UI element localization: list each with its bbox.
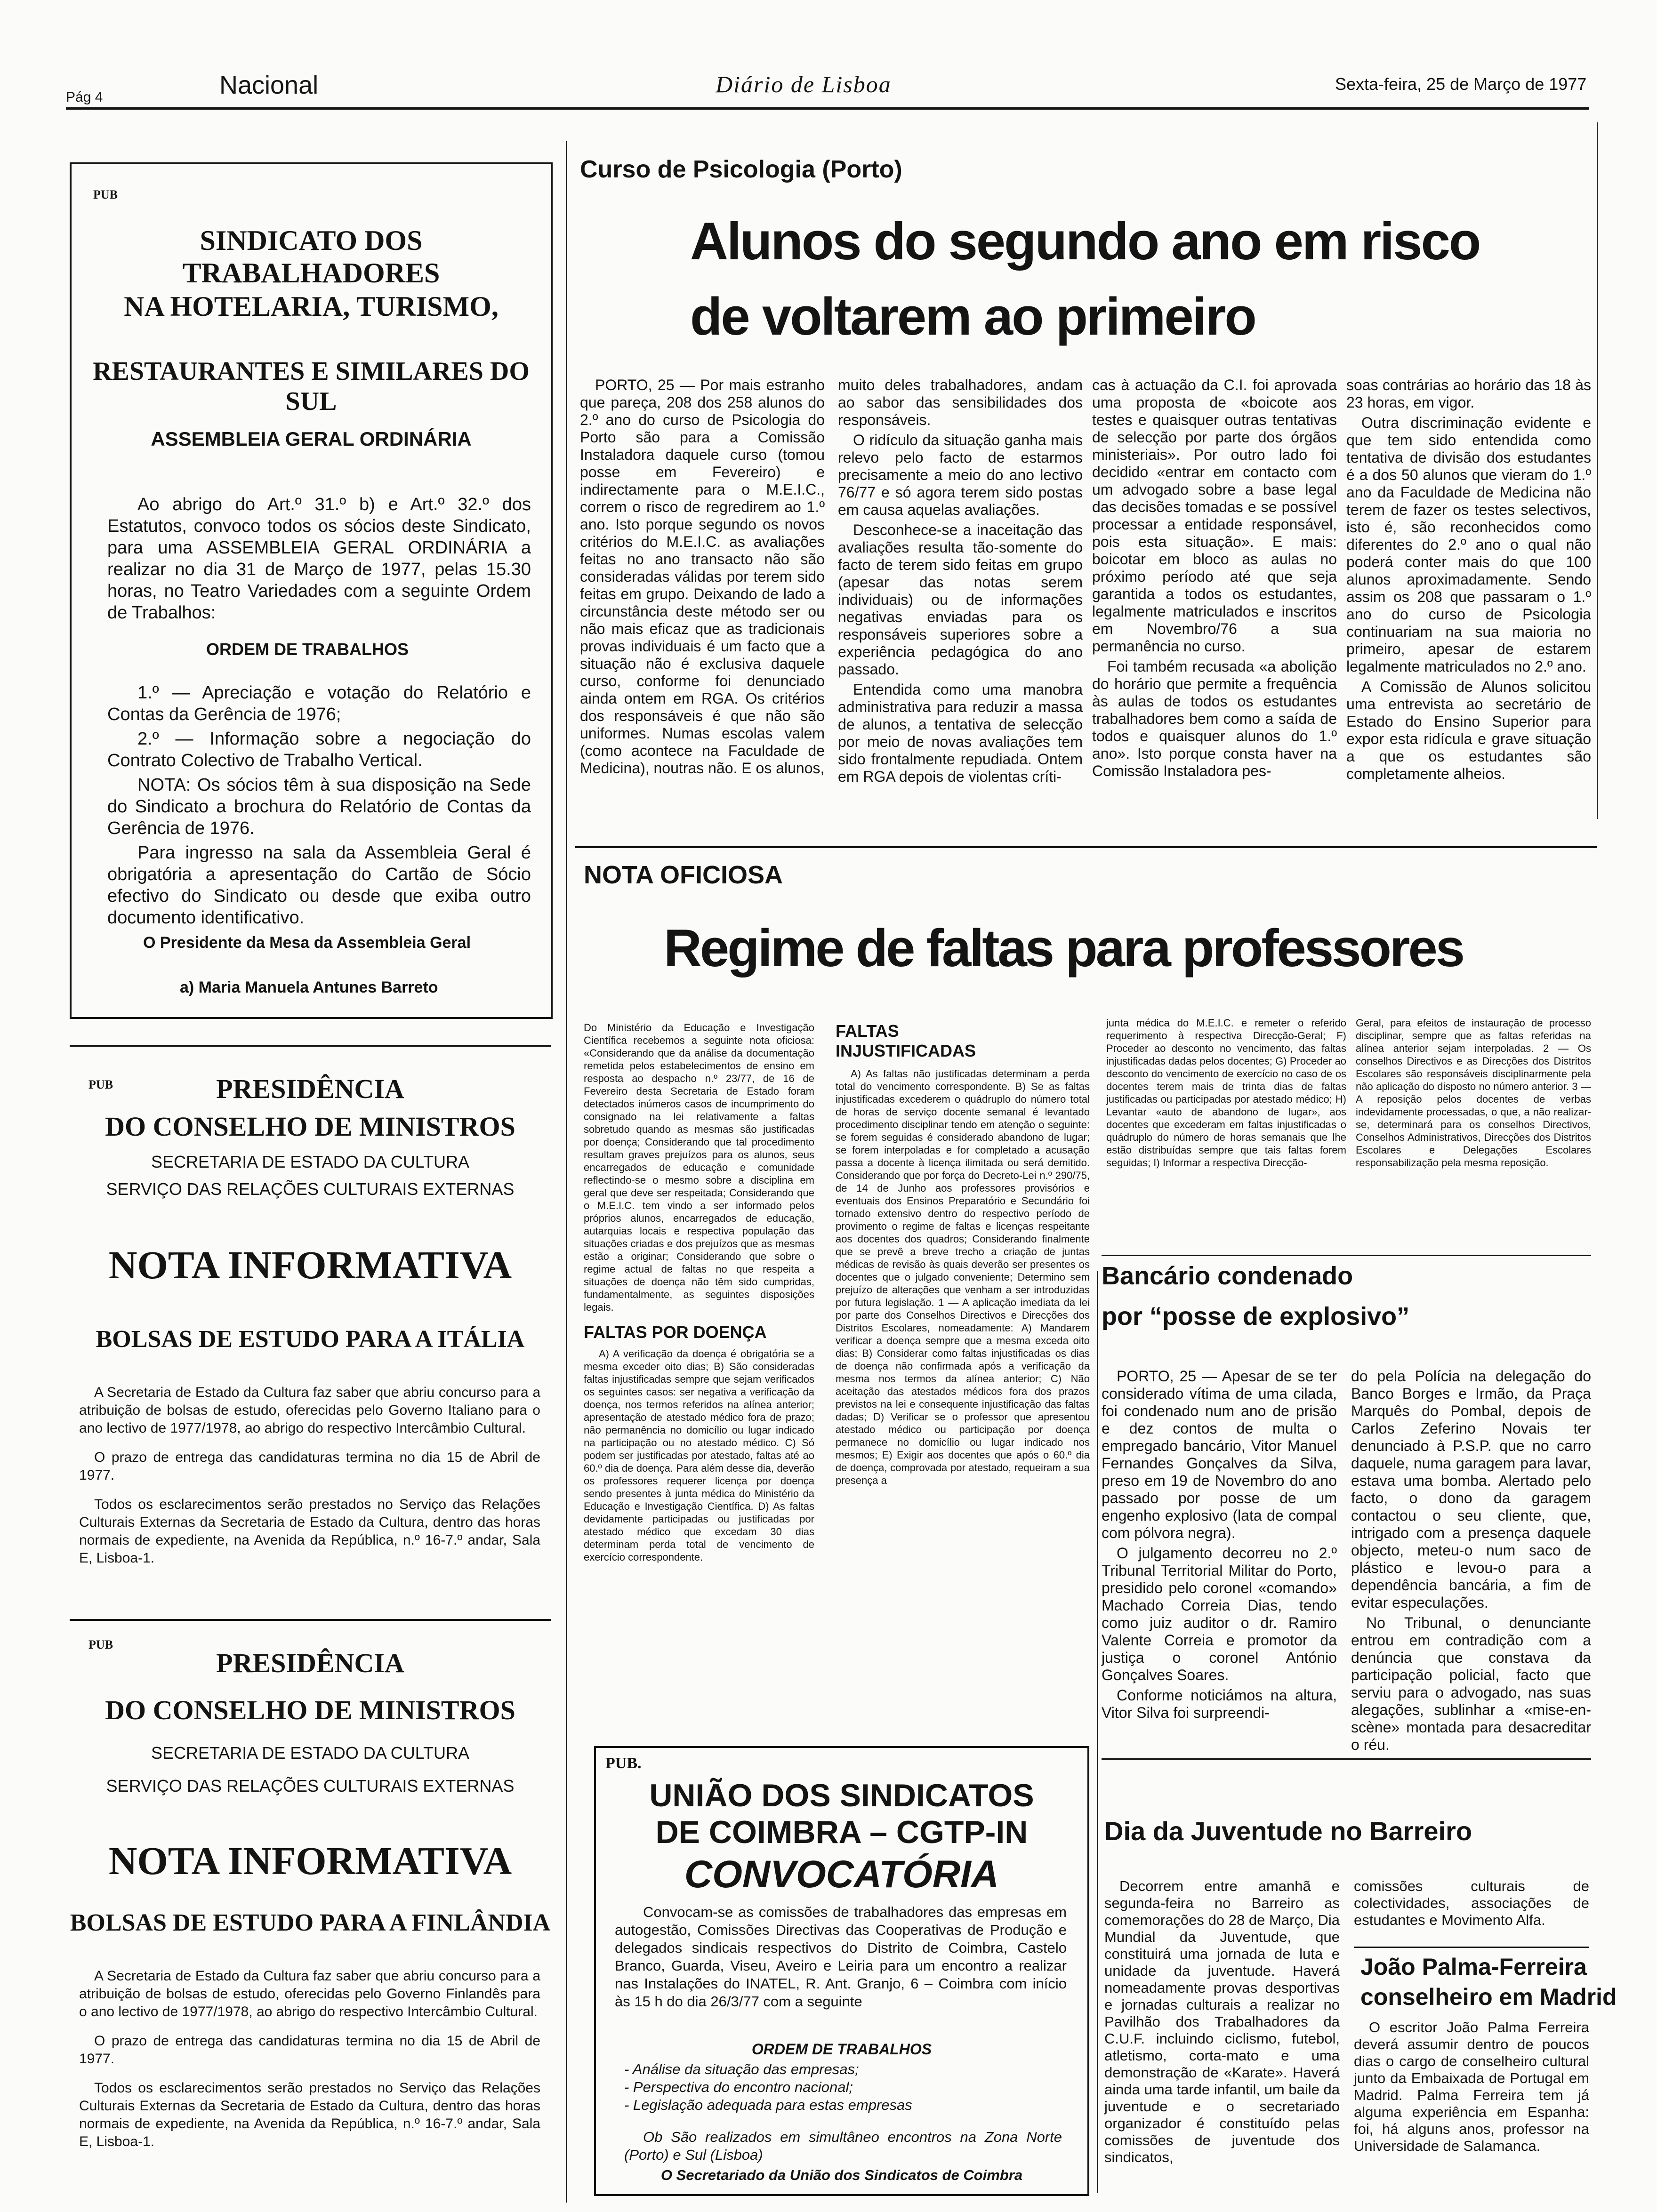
nota-informativa: NOTA INFORMATIVA (108, 1243, 512, 1287)
presidencia-p1: A Secretaria de Estado da Cultura faz saber que abriu concurso para a atribuição de bolsas de estudo, oferecidas pelo Governo Finlandês para o ano lectivo de 1977/1978, ao abrigo do respectivo Intercâmbio Cultural. (79, 1968, 540, 2020)
uniao-ob-text: Ob São realizados em simultâneo encontros na Zona Norte (Porto) e Sul (Lisboa) (624, 2129, 1062, 2163)
presidencia-p3: Todos os esclarecimentos serão prestados no Serviço das Relações Culturais Externas da Secretaria de Estado da Cultura, dentro das horas normais de expediente, na Avenida da República, n.º 16-7.º andar, Sala E, Lisboa-1. (79, 2080, 540, 2149)
nota-col-3 (1106, 1017, 1346, 1172)
presidencia-p3: Todos os esclarecimentos serão prestados no Serviço das Relações Culturais Externas da Secretaria de Estado da Cultura, dentro das horas normais de expediente, na Avenida da República, n.º 16-7.º andar, Sala E, Lisboa-1. (79, 1497, 540, 1566)
palma-headline-1: João Palma-Ferreira (1360, 1954, 1587, 1980)
ad-convocation-text: Ao abrigo do Art.º 31.º b) e Art.º 32.º dos Estatutos, convoco todos os sócios deste Sindicato, para uma ASSEMBLEIA GERAL ORDINÁRIA a realizar no dia 31 de Março de 1977, pelas 15.30 horas, no Teatro Variedades com a seguinte Ordem de Trabalhos: (107, 495, 531, 623)
nota-col-2 (836, 1021, 1090, 1490)
presidencia-p2: O prazo de entrega das candidaturas termina no dia 15 de Abril de 1977. (79, 1450, 540, 1483)
bancario-headline-1: Bancário condenado (1102, 1262, 1353, 1290)
psicologia-text: cas à actuação da C.I. foi aprovada uma proposta de «boicote aos testes e quaisquer outras tentativas de selecção por parte dos órgãos ministeriais». Por outro lado foi decidido «entrar em contacto com um advogado sobre a base legal das decisões tomadas e se possível processar a entidade responsável, pois esta situação». E mais: boicotar em bloco as aulas no próximo período até que seja garantida a todos os estudantes, legalmente matriculados e inscritos em Novembro/76 a sua permanência no curso. (1092, 377, 1337, 655)
nota-text: junta médica do M.E.I.C. e remeter o referido requerimento à respectiva Direcção-Geral; F) Proceder ao desconto no vencimento, das faltas injustificadas dadas pelos docentes; G) Proceder ao desconto do vencimento de exercício no caso de os docentes terem mais de trinta dias de faltas justificadas ou participadas por atestado médico; H) Levantar «auto de abandono de lugar», aos docentes que excederam em faltas injustificadas o quádruplo do número de horas semanais que lhe estão distribuídas sempre que tais faltas forem seguidas; I) Informar a respectiva Direcção- (1106, 1017, 1346, 1169)
ad-item-1: 1.º — Apreciação e votação do Relatório e Contas da Gerência de 1976; (107, 683, 531, 724)
issue-date: Sexta-feira, 25 de Março de 1977 (1335, 74, 1587, 94)
ad-title-line3: RESTAURANTES E SIMILARES DO SUL (93, 357, 530, 416)
section-rule (1102, 1255, 1591, 1256)
uniao-title-1: UNIÃO DOS SINDICATOS (649, 1778, 1034, 1813)
secretaria-line: SECRETARIA DE ESTADO DA CULTURA (151, 1152, 470, 1171)
pub-label: PUB (93, 188, 118, 201)
psicologia-col-3 (1092, 377, 1337, 783)
ad-sindicato (70, 162, 553, 1019)
section-rule (1102, 1758, 1591, 1760)
nota-sub-faltas-injustificadas: FALTAS INJUSTIFICADAS (836, 1021, 976, 1060)
presidencia-p2: O prazo de entrega das candidaturas termina no dia 15 de Abril de 1977. (79, 2033, 540, 2067)
pub-label: PUB (88, 1638, 113, 1651)
pub-label: PUB (88, 1078, 113, 1091)
uniao-item-2: - Perspectiva do encontro nacional; (624, 2079, 853, 2095)
uniao-ordem: ORDEM DE TRABALHOS (751, 2041, 932, 2058)
juventude-headline: Dia da Juventude no Barreiro (1104, 1816, 1472, 1846)
psicologia-col-1 (580, 377, 825, 780)
nota-text: A) A verificação da doença é obrigatória se a mesma exceder oito dias; B) São consideradas faltas injustificadas sempre que sejam verificados os seguintes casos: ser negativa a verificação da doença, nos termos referidos na alínea anterior; apresentação de atestado médico fora de prazo; não permanência no domicílio ou lugar indicado na participação ou no atestado médico. C) Só podem ser justificadas por atestado, faltas até ao 60.º dia de doença. Para além desse dia, deverão os professores requerer licença por doença sendo presentes à junta médica do Ministério da Educação e Investigação Científica. D) As faltas devidamente participadas ou justificadas por atestado médico que excedam 30 dias determinam perda total de vencimento de exercício correspondente. (584, 1348, 814, 1563)
bolsas-title: BOLSAS DE ESTUDO PARA A FINLÂNDIA (70, 1909, 551, 1936)
uniao-item-3: - Legislação adequada para estas empresas (624, 2097, 912, 2113)
ad-presidencia-italia (70, 1054, 551, 1600)
ad-presidencia-finlandia (70, 1628, 551, 2203)
ad-divider (70, 1619, 551, 1621)
header-rule (66, 107, 1589, 110)
presidencia-body (79, 1967, 540, 2154)
uniao-paragraph: Convocam-se as comissões de trabalhadores das empresas em autogestão, Comissões Directivas das Cooperativas de Produção e delegados sindicais respectivos do Distrito de Coimbra, Castelo Branco, Guarda, Viseu, Aveiro e Leiria para um encontro a realizar nas Instalações do INATEL, R. Ant. Granjo, 6 – Coimbra com início às 15 h do dia 26/3/77 com a seguinte (615, 1904, 1067, 2010)
bolsas-title: BOLSAS DE ESTUDO PARA A ITÁLIA (96, 1326, 525, 1353)
psicologia-text: O ridículo da situação ganha mais relevo pelo facto de estarmos precisamente a meio do ano lectivo 76/77 e só agora terem sido postas em causa aquelas avaliações. (838, 432, 1083, 518)
nota-text: Do Ministério da Educação e Investigação Científica recebemos a seguinte nota oficiosa: «Considerando que da análise da documentação remetida pelos estabelecimentos de ensino em resposta ao despacho n.º 23/77, de 16 de Fevereiro desta Secretaria de Estado foram detectados inúmeros casos de incumprimento do consignado na lei relativamente a faltas sobretudo quando as mesmas são justificadas por doença; Considerando que tal procedimento resultam graves prejuízos para os alunos, seus encarregados de educação e comunidade reflectindo-se o mesmo sobre a disciplina em geral que deve ser respeitada; Considerando que o M.E.I.C. tem vindo a ser informado pelos próprios alunos, encarregados de educação, autarquias locais e respectiva população das situações criadas e dos prejuízos que as mesmas estão a originar; Considerando que sobre o regime actual de faltas no que respeita a situações de doença não têm sido cumpridas, fundamentalmente, as seguintes disposições legais. (584, 1022, 814, 1313)
psicologia-text: PORTO, 25 — Por mais estranho que pareça, 208 dos 258 alunos do 2.º ano do curso de Psicologia do Porto são para a Comissão Instaladora daquele curso (tomou posse em Fevereiro) e indirectamente para o M.E.I.C., correm o risco de regredirem ao 1.º ano. Isto porque segundo os novos critérios do M.E.I.C. as avaliações feitas no ano transacto não são consideradas válidas por terem sido feitas em grupo. Deixando de lado a circunstância deste método ser ou não mais eficaz que as tradicionais provas individuais é um facto que a situação não é exclusiva daquele curso, conforme foi denunciado ainda ontem em RGA. Os critérios dos responsáveis é que não são uniformes. Numas escolas valem (como acontece na Faculdade de Medicina), noutras não. E os alunos, (580, 377, 825, 777)
juventude-col-2 (1354, 1878, 1589, 1931)
bancario-text: do pela Polícia na delegação do Banco Borges e Irmão, da Praça Marquês do Pombal, depois de Carlos Zeferino Novais ter denunciado à P.S.P. que no carro daquele, numa garagem para lavar, estava uma bomba. Alertado pelo facto, o dono da garagem contactou o seu cliente, que, intrigado com a presença daquele objecto, meteu-o num saco de plástico e levou-o para a dependência bancária, a fim de evitar especulações. (1351, 1368, 1591, 1611)
juventude-col-1 (1104, 1878, 1340, 2169)
ad-items (107, 682, 531, 931)
bancario-col-1 (1102, 1368, 1337, 1724)
section-name: Nacional (219, 71, 319, 99)
uniao-items (624, 2060, 912, 2114)
psicologia-text: Entendida como uma manobra administrativa para reduzir a massa de alunos, a tentativa de selecção por meio de novas avaliações tem sido frontalmente repudiada. Ontem em RGA depois de violentas críti- (838, 681, 1083, 785)
presidencia-p1: A Secretaria de Estado da Cultura faz saber que abriu concurso para a atribuição de bolsas de estudo, oferecidas pelo Governo Italiano para o ano lectivo de 1977/1978, ao abrigo do respectivo Intercâmbio Cultural. (79, 1385, 540, 1436)
palma-body (1354, 2019, 1589, 2157)
uniao-sign: O Secretariado da União dos Sindicatos de Coimbra (660, 2167, 1023, 2183)
ad-ingresso: Para ingresso na sala da Assembleia Geral é obrigatória a apresentação do Cartão de Sócio efectivo do Sindicato ou desde que exiba outro documento identificativo. (107, 843, 531, 928)
nota-text: A) As faltas não justificadas determinam a perda total do vencimento correspondente. B) Se as faltas injustificadas excederem o quádruplo do número total de horas de serviço docente semanal é levantado procedimento disciplinar tendo em atenção o seguinte: se forem seguidas é considerado abandono de lugar; se forem interpoladas e for completado a acusação passa a docente à licença ilimitada ou será demitido. Considerando que por força do Decreto-Lei n.º 290/75, de 14 de Junho aos professores provisórios e eventuais dos Ensinos Preparatório e Secundário foi tornado extensivo dentro do respectivo período de provimento o regime de faltas e licenças respeitante aos docentes dos quadros; Considerando finalmente que se prevê a breve trecho a criação de juntas médicas de revisão às quais deverão ser presentes os docentes que o julgado conveniente; Determino sem prejuízo de alterações que venham a ser introduzidas por futura legislação. 1 — A aplicação imediata da lei por parte dos Conselhos Directivos e Direcções dos Distritos Escolares, nomeadamente: A) Mandarem verificar a doença sempre que a mesma exceda oito dias; B) Considerar como faltas injustificadas os dias de doença não confirmada após a verificação da mesma nos termos da alínea anterior; C) Não aceitação das atestados médicos fora dos prazos previstos na lei e consequente injustificação das faltas dadas; D) Verificar se o professor que apresentou atestado médico ou participação por doença permanece no domicílio ou lugar indicado nos mesmos; E) Exigir aos docentes que após o 60.º dia de doença, comprovada por atestado, requeiram a sua presença a (836, 1068, 1090, 1486)
article-psicologia-headline-1: Alunos do segundo ano em risco (690, 212, 1480, 271)
ad-nota: NOTA: Os sócios têm à sua disposição na Sede do Sindicato a brochura do Relatório de Contas da Gerência de 1976. (107, 775, 531, 838)
uniao-body (615, 1903, 1067, 2013)
conselho-title: DO CONSELHO DE MINISTROS (105, 1695, 515, 1725)
nota-col-1 (584, 1021, 814, 1566)
bancario-text: No Tribunal, o denunciante entrou em contradição com a denúncia que constava da participação policial, facto que serviu para o advogado, nas suas alegações, sublinhar a «mise-en-scène» montada para desacreditar o réu. (1351, 1614, 1591, 1753)
section-rule (575, 846, 1597, 848)
uniao-ob (624, 2128, 1062, 2167)
ad-title-line1: SINDICATO DOS TRABALHADORES (182, 225, 440, 289)
nota-text: Geral, para efeitos de instauração de processo disciplinar, sempre que as faltas referidas na alínea anterior sejam interpoladas. 2 — Os conselhos Directivos e as Direcções dos Distritos Escolares são responsáveis disciplinarmente pela não aplicação do disposto no número anterior. 3 — A reposição pelos docentes de verbas indevidamente processadas, o que, a não realizar-se, determinará para os conselhos Directivos, Conselhos Administrativos, Direcções dos Distritos Escolares e Delegações Escolares responsabilização pela mesma reposição. (1356, 1017, 1591, 1169)
palma-headline-2: conselheiro em Madrid (1360, 1984, 1617, 2010)
psicologia-col-4 (1346, 377, 1591, 785)
page-number: Pág 4 (66, 89, 103, 105)
psicologia-text: Outra discriminação evidente e que tem sido entendida como tentativa de divisão dos estudantes é a dos 50 alunos que vieram do 1.º ano da Faculdade de Medicina não terem de fazer os testes selectivos, isto é, são reconhecidos como diferentes do 2.º ano o qual não poderá conter mais do que 100 alunos aproximadamente. Sendo assim os 208 que passaram o 1.º ano do curso de Psicologia continuariam na sua maioria no primeiro, apesar de estarem legalmente matriculados no 2.º ano. (1346, 414, 1591, 675)
article-psicologia-headline-2: de voltarem ao primeiro (690, 287, 1255, 346)
section-rule (1354, 1947, 1589, 1948)
ad-subtitle: ASSEMBLEIA GERAL ORDINÁRIA (151, 428, 472, 450)
ad-signer-title: O Presidente da Mesa da Assembleia Geral (143, 934, 471, 952)
presidencia-body (79, 1384, 540, 1570)
psicologia-text: muito deles trabalhadores, andam ao sabor das sensibilidades dos responsáveis. (838, 377, 1083, 428)
uniao-convocatoria: CONVOCATÓRIA (684, 1853, 999, 1896)
ad-uniao-sindicatos (594, 1746, 1089, 2196)
presidencia-title: PRESIDÊNCIA (216, 1074, 404, 1104)
uniao-title-2: DE COIMBRA – CGTP-IN (655, 1814, 1028, 1850)
psicologia-text: A Comissão de Alunos solicitou uma entrevista ao secretário de Estado do Ensino Superior para expor esta ridícula e grave situação a que os estudantes são completamente alheios. (1346, 678, 1591, 782)
ad-ordem: ORDEM DE TRABALHOS (206, 640, 409, 659)
column-divider (566, 141, 567, 2203)
pub-label: PUB. (605, 1755, 642, 1772)
psicologia-text: Desconhece-se a inaceitação das avaliações resulta tão-somente do facto de terem sido feitas em grupo (apesar das notas serem individuais) ou de informações negativas enviadas para os responsáveis superiores sobre a experiência pedagógica do ano passado. (838, 521, 1083, 678)
nota-sub-faltas-doenca: FALTAS POR DOENÇA (584, 1322, 767, 1342)
ad-title-line2: NA HOTELARIA, TURISMO, (124, 291, 499, 322)
ad-signer: a) Maria Manuela Antunes Barreto (180, 978, 438, 996)
column-divider-inner (1097, 1271, 1098, 2193)
secretaria-line: SECRETARIA DE ESTADO DA CULTURA (151, 1743, 470, 1763)
nota-oficiosa-headline: Regime de faltas para professores (664, 919, 1464, 978)
bancario-headline-2: por “posse de explosivo” (1102, 1302, 1410, 1330)
ad-paragraph (107, 494, 531, 626)
palma-text: O escritor João Palma Ferreira deverá assumir dentro de poucos dias o cargo de conselheiro cultural junto da Embaixada de Portugal em Madrid. Palma Ferreira tem já alguma experiência em Espanha: foi, há alguns anos, professor na Universidade de Salamanca. (1354, 2019, 1589, 2154)
right-edge-rule (1597, 122, 1598, 819)
presidencia-title: PRESIDÊNCIA (216, 1648, 404, 1678)
psicologia-text: Foi também recusada «a abolição do horário que permite a frequência às aulas de todos os estudantes trabalhadores bem como a saída de todos e quaisquer alunos do 1.º ano». Isto porque consta haver na Comissão Instaladora pes- (1092, 658, 1337, 779)
juventude-text: Decorrem entre amanhã e segunda-feira no Barreiro as comemorações do 28 de Março, Dia Mundial da Juventude, que constituirá uma jornada de luta e unidade da juventude. Haverá nomeadamente provas desportivas e jornadas culturais a realizar no Pavilhão dos Trabalhadores da C.U.F. incluindo ciclismo, futebol, atletismo, corta-mato e uma demonstração de «Karate». Haverá ainda uma tarde infantil, um baile da juventude e o secretariado organizador é constituído pelas comissões de juventude dos sindicatos, (1104, 1878, 1340, 2165)
bancario-text: O julgamento decorreu no 2.º Tribunal Territorial Militar do Porto, presidido pelo coronel «comando» Machado Correia Dias, tendo como juiz auditor o dr. Ramiro Valente Correia e promotor da justiça o coronel António Gonçalves Soares. (1102, 1545, 1337, 1683)
ad-divider (70, 1045, 551, 1047)
psicologia-col-2 (838, 377, 1083, 788)
servico-line: SERVIÇO DAS RELAÇÕES CULTURAIS EXTERNAS (106, 1179, 515, 1199)
nota-oficiosa-kicker: NOTA OFICIOSA (584, 861, 783, 889)
bancario-col-2 (1351, 1368, 1591, 1756)
juventude-text: comissões culturais de colectividades, associações de estudantes e Movimento Alfa. (1354, 1878, 1589, 1928)
ad-item-2: 2.º — Informação sobre a negociação do Contrato Colectivo de Trabalho Vertical. (107, 729, 531, 770)
nota-informativa: NOTA INFORMATIVA (108, 1839, 512, 1883)
article-psicologia-kicker: Curso de Psicologia (Porto) (580, 156, 902, 183)
conselho-title: DO CONSELHO DE MINISTROS (105, 1111, 515, 1142)
psicologia-text: soas contrárias ao horário das 18 às 23 horas, em vigor. (1346, 377, 1591, 411)
nota-col-4 (1356, 1017, 1591, 1172)
servico-line: SERVIÇO DAS RELAÇÕES CULTURAIS EXTERNAS (106, 1776, 515, 1795)
bancario-text: Conforme noticiámos na altura, Vitor Silva foi surpreendi- (1102, 1687, 1337, 1721)
bancario-text: PORTO, 25 — Apesar de se ter considerado vítima de uma cilada, foi condenado num ano de prisão e dez contos de multa o empregado bancário, Vitor Manuel Fernandes Gonçalves da Silva, preso em 19 de Novembro do ano passado por posse de um engenho explosivo (lata de compal com pólvora negra). (1102, 1368, 1337, 1541)
uniao-item-1: - Análise da situação das empresas; (624, 2061, 859, 2077)
masthead: Diário de Lisboa (716, 71, 892, 97)
